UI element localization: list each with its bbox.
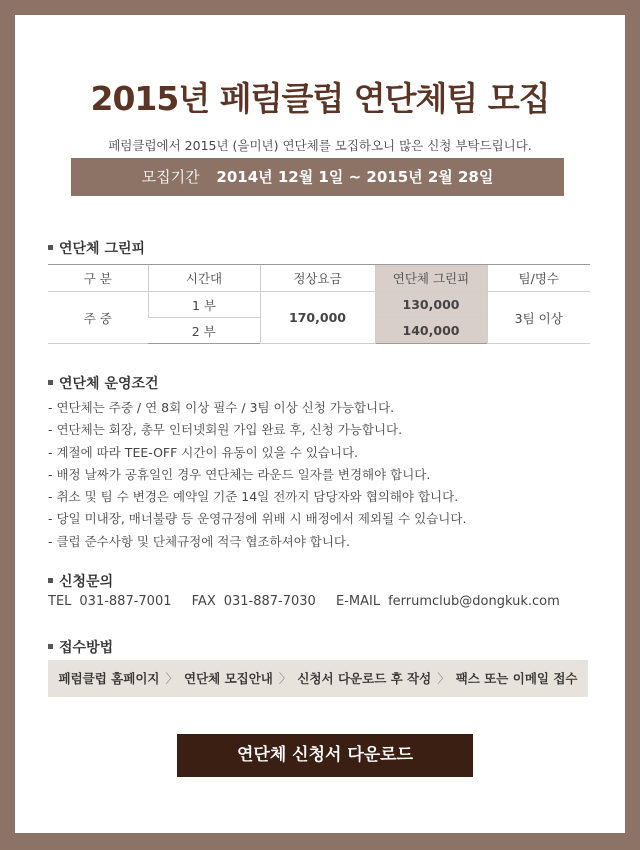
download-application-button[interactable]: 연단체 신청서 다운로드 — [177, 734, 473, 777]
list-item: - 계절에 따라 TEE-OFF 시간이 유동이 있을 수 있습니다. — [48, 444, 359, 460]
list-item: - 배정 날짜가 공휴일인 경우 연단체는 라운드 일자를 변경해야 합니다. — [48, 466, 431, 482]
list-item: - 연단체는 회장, 총무 인터넷회원 가입 완료 후, 신청 가능합니다. — [48, 422, 403, 438]
square-bullet-icon — [48, 245, 53, 250]
step-submit: 팩스 또는 이메일 접수 — [455, 671, 578, 686]
conditions-heading-text: 연단체 운영조건 — [59, 376, 159, 392]
method-heading-text: 접수방법 — [59, 640, 114, 656]
fee-section-heading — [48, 238, 145, 258]
square-bullet-icon — [48, 578, 53, 583]
inquiry-heading-text: 신청문의 — [59, 574, 114, 590]
header-time-slot: 시간대 — [148, 265, 260, 292]
inquiry-heading — [48, 571, 113, 591]
list-item: - 연단체는 주중 / 연 8회 이상 필수 / 3팀 이상 신청 가능합니다. — [48, 400, 395, 415]
tel-value: 031-887-7001 — [79, 594, 172, 609]
table-row — [48, 292, 590, 318]
green-fee-table — [48, 264, 590, 344]
recruit-period-banner — [71, 158, 564, 196]
email-value[interactable]: ferrumclub@dongkuk.com — [388, 594, 560, 609]
notice-card — [15, 15, 625, 833]
header-regular-fee: 정상요금 — [260, 265, 375, 292]
group-fee-cell: 140,000 — [375, 318, 487, 344]
page-title: 2015년 페럼클럽 연단체팀 모집 — [90, 79, 550, 118]
chevron-right-icon: 〉 — [437, 671, 450, 686]
contact-info — [48, 594, 560, 609]
fee-section-heading-text: 연단체 그린피 — [59, 241, 146, 257]
regular-fee-cell: 170,000 — [260, 292, 375, 344]
group-fee-cell: 130,000 — [375, 292, 487, 318]
application-steps — [48, 660, 588, 697]
step-recruit-guide: 연단체 모집안내 — [184, 671, 273, 686]
step-homepage: 페럼클럽 홈페이지 — [58, 671, 160, 686]
day-cell: 주 중 — [48, 292, 148, 344]
square-bullet-icon — [48, 380, 53, 385]
table-header-row — [48, 265, 590, 292]
teams-cell: 3팀 이상 — [487, 292, 590, 344]
chevron-right-icon: 〉 — [165, 671, 178, 686]
list-item: - 클럽 준수사항 및 단체규정에 적극 협조하셔야 합니다. — [48, 533, 350, 549]
step-download-form: 신청서 다운로드 후 작성 — [297, 671, 432, 686]
header-category: 구 분 — [48, 265, 148, 292]
square-bullet-icon — [48, 644, 53, 649]
list-item: - 당일 미내장, 매너불량 등 운영규정에 위배 시 배정에서 제외될 수 있습니다. — [48, 511, 467, 527]
slot-cell: 2 부 — [148, 318, 260, 344]
period-value: 2014년 12월 1일 ~ 2015년 2월 28일 — [216, 168, 494, 186]
header-group-fee: 연단체 그린피 — [375, 265, 487, 292]
fax-label: FAX — [191, 594, 216, 609]
period-label: 모집기간 — [141, 168, 200, 186]
header-teams: 팀/명수 — [487, 265, 590, 292]
page-subtitle: 페럼클럽에서 2015년 (을미년) 연단체를 모집하오니 많은 신청 부탁드립니다. — [108, 138, 532, 153]
fax-value: 031-887-7030 — [223, 594, 316, 609]
conditions-heading — [48, 373, 159, 393]
list-item: - 취소 및 팀 수 변경은 예약일 기준 14일 전까지 담당자와 협의해야 합니다. — [48, 489, 459, 505]
slot-cell: 1 부 — [148, 292, 260, 318]
tel-label: TEL — [48, 594, 72, 609]
method-heading — [48, 637, 113, 657]
chevron-right-icon: 〉 — [278, 671, 292, 686]
conditions-list — [48, 397, 466, 553]
email-label: E-MAIL — [335, 594, 381, 609]
